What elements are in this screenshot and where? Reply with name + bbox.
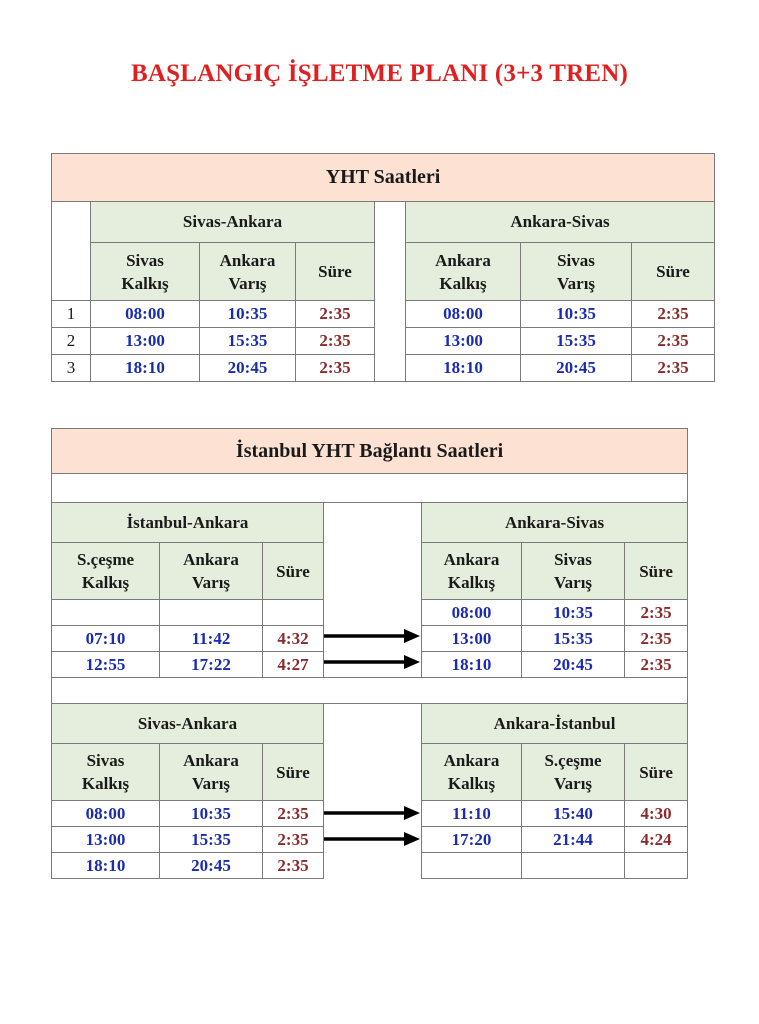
arrival-time: 10:35 (200, 301, 296, 328)
departure-time: 17:20 (422, 827, 522, 853)
arrival-time: 20:45 (160, 853, 263, 879)
arrow-gap (324, 503, 422, 678)
connection-arrow-icon (324, 831, 420, 847)
duration: 2:35 (263, 853, 324, 879)
table-header: İstanbul YHT Bağlantı Saatleri (52, 429, 688, 474)
column-header: Ankara Kalkış (422, 744, 522, 801)
connection-arrow-icon (324, 805, 420, 821)
duration (263, 600, 324, 626)
departure-time: 08:00 (422, 600, 522, 626)
table-header: YHT Saatleri (52, 154, 715, 202)
arrival-time: 15:35 (200, 328, 296, 355)
departure-time: 18:10 (91, 355, 200, 382)
column-header: Süre (263, 744, 324, 801)
departure-time (52, 600, 160, 626)
route-label: Ankara-Sivas (422, 503, 688, 543)
duration: 2:35 (632, 328, 715, 355)
arrow-gap (324, 704, 422, 879)
duration: 2:35 (263, 801, 324, 827)
duration: 2:35 (625, 652, 688, 678)
column-header: Süre (625, 744, 688, 801)
arrival-time: 10:35 (521, 301, 632, 328)
column-header: S.çeşme Kalkış (52, 543, 160, 600)
route-label: Sivas-Ankara (52, 704, 324, 744)
row-number: 2 (52, 328, 91, 355)
duration: 2:35 (296, 301, 375, 328)
column-header: Sivas Varış (521, 243, 632, 301)
arrival-time: 20:45 (200, 355, 296, 382)
departure-time: 12:55 (52, 652, 160, 678)
departure-time: 13:00 (52, 827, 160, 853)
departure-time: 18:10 (52, 853, 160, 879)
connection-arrow-icon (324, 628, 420, 644)
route-label: Ankara-İstanbul (422, 704, 688, 744)
column-header: Süre (296, 243, 375, 301)
column-header: Sivas Kalkış (52, 744, 160, 801)
departure-time: 08:00 (406, 301, 521, 328)
duration: 2:35 (632, 301, 715, 328)
duration: 2:35 (625, 626, 688, 652)
column-header: Süre (625, 543, 688, 600)
departure-time: 18:10 (406, 355, 521, 382)
column-header: Ankara Varış (160, 543, 263, 600)
departure-time: 13:00 (422, 626, 522, 652)
column-header: Ankara Kalkış (422, 543, 522, 600)
column-header: Süre (632, 243, 715, 301)
duration: 4:27 (263, 652, 324, 678)
connection-arrow-icon (324, 654, 420, 670)
column-header: Sivas Varış (522, 543, 625, 600)
route-label: Sivas-Ankara (91, 202, 375, 243)
arrival-time: 10:35 (522, 600, 625, 626)
duration: 2:35 (263, 827, 324, 853)
column-header: Süre (263, 543, 324, 600)
duration: 2:35 (625, 600, 688, 626)
departure-time: 07:10 (52, 626, 160, 652)
route-label: Ankara-Sivas (406, 202, 715, 243)
arrival-time: 20:45 (521, 355, 632, 382)
row-number-header (52, 202, 91, 301)
arrival-time: 15:35 (522, 626, 625, 652)
arrival-time: 11:42 (160, 626, 263, 652)
departure-time: 11:10 (422, 801, 522, 827)
spacer-row (52, 474, 688, 503)
arrival-time: 10:35 (160, 801, 263, 827)
arrival-time: 20:45 (522, 652, 625, 678)
departure-time: 08:00 (52, 801, 160, 827)
departure-time: 18:10 (422, 652, 522, 678)
column-separator (375, 202, 406, 382)
column-header: Ankara Varış (200, 243, 296, 301)
column-header: S.çeşme Varış (522, 744, 625, 801)
duration: 4:24 (625, 827, 688, 853)
duration (625, 853, 688, 879)
duration: 2:35 (632, 355, 715, 382)
column-header: Sivas Kalkış (91, 243, 200, 301)
column-header: Ankara Varış (160, 744, 263, 801)
arrival-time: 15:40 (522, 801, 625, 827)
arrival-time: 15:35 (160, 827, 263, 853)
arrival-time: 17:22 (160, 652, 263, 678)
departure-time: 08:00 (91, 301, 200, 328)
spacer-row (52, 678, 688, 704)
route-label: İstanbul-Ankara (52, 503, 324, 543)
arrival-time (522, 853, 625, 879)
departure-time (422, 853, 522, 879)
arrival-time: 21:44 (522, 827, 625, 853)
row-number: 3 (52, 355, 91, 382)
duration: 4:32 (263, 626, 324, 652)
departure-time: 13:00 (91, 328, 200, 355)
arrival-time (160, 600, 263, 626)
yht-schedule-table (51, 153, 715, 382)
departure-time: 13:00 (406, 328, 521, 355)
duration: 2:35 (296, 355, 375, 382)
duration: 4:30 (625, 801, 688, 827)
arrival-time: 15:35 (521, 328, 632, 355)
page-title: BAŞLANGIÇ İŞLETME PLANI (3+3 TREN) (130, 60, 629, 87)
column-header: Ankara Kalkış (406, 243, 521, 301)
row-number: 1 (52, 301, 91, 328)
duration: 2:35 (296, 328, 375, 355)
